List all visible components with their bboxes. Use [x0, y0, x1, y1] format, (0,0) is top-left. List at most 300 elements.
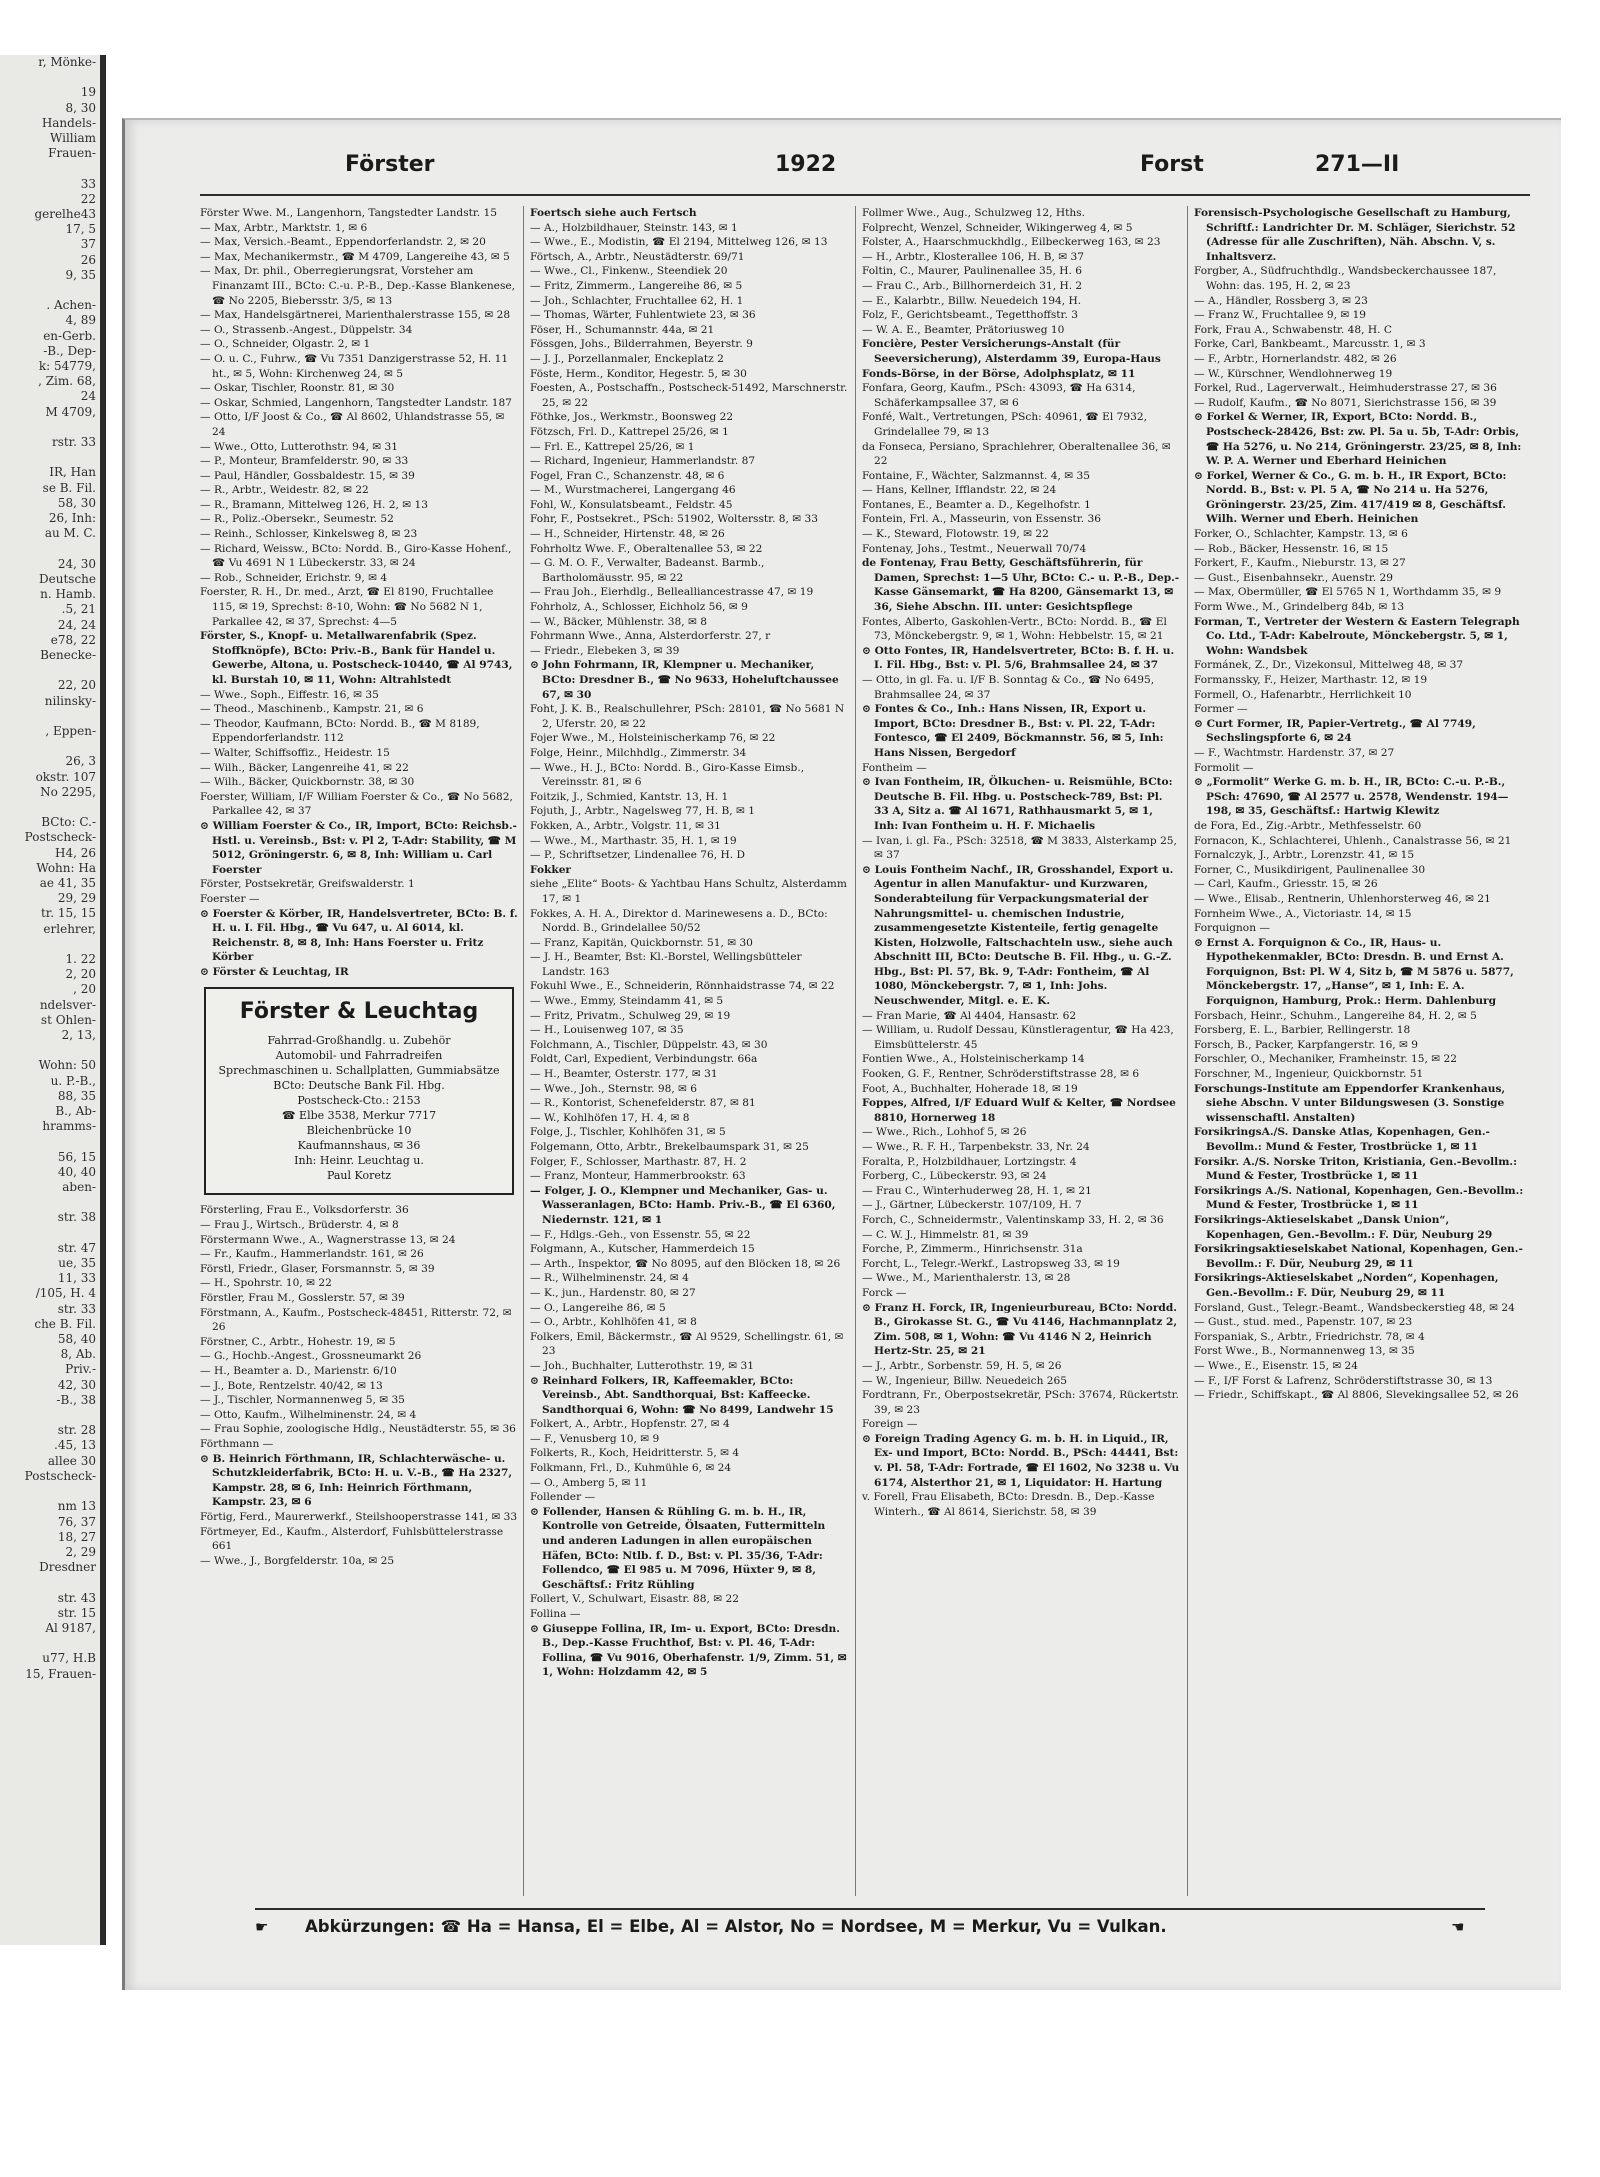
- previous-page-line: 4, 89: [65, 313, 96, 328]
- directory-entry: — Wwe., R. F. H., Tarpenbekstr. 33, Nr. 24: [862, 1141, 1090, 1153]
- previous-page-line: rstr. 33: [51, 435, 96, 450]
- directory-entry: Forquignon —: [1194, 922, 1270, 935]
- directory-entry: Foppes, Alfred, I/F Eduard Wulf & Kelter, ☎ Nordsee 8810, Hornerweg 18: [862, 1097, 1176, 1124]
- previous-page-line: gerelhe43: [34, 207, 96, 222]
- previous-page-line: Deutsche: [39, 571, 96, 586]
- previous-page-line: str. 43: [57, 1590, 96, 1605]
- previous-page-line: 58, 40: [57, 1332, 96, 1347]
- previous-page-line: u. P.-B.,: [50, 1073, 96, 1088]
- directory-entry: Fohrholtz Wwe. F., Oberaltenallee 53, ✉ 22: [530, 542, 763, 555]
- advertisement-line: Paul Koretz: [326, 1169, 392, 1183]
- directory-entry: Fojer Wwe., M., Holsteinischerkamp 76, ✉ 22: [530, 732, 776, 745]
- directory-entry: Follert, V., Schulwart, Eisastr. 88, ✉ 22: [530, 1593, 739, 1606]
- previous-page-line: allee 30: [47, 1453, 96, 1468]
- directory-entry: — Rob., Schneider, Erichstr. 9, ✉ 4: [200, 571, 388, 584]
- previous-page-line: B., Ab-: [55, 1104, 96, 1119]
- directory-entry: — O. u. C., Fuhrw., ☎ Vu 7351 Danzigerstrasse 52, H. 11 ht., ✉ 5, Wohn: Kirchenweg 24, ✉ 5: [200, 352, 509, 380]
- previous-page-line: Frauen-: [48, 146, 96, 161]
- directory-entry: Forker, O., Schlachter, Kampstr. 13, ✉ 6: [1194, 528, 1408, 541]
- directory-entry: Fontes, Alberto, Gaskohlen-Vertr., BCto: Nordd. B., ☎ El 73, Mönckebergstr. 9, ✉ 1, Wohn: Hebbelstr. 15, ✉ 21: [862, 615, 1167, 643]
- previous-page-line: 33: [80, 176, 96, 191]
- previous-page-line: [0, 1636, 100, 1651]
- directory-entry: ⊙ Foerster & Körber, IR, Handelsvertreter, BCto: B. f. H. u. I. Fil. Hbg., ☎ Vu 647, u. Al 6014, kl. Reichenstr. 8, ✉ 8, Inh: Hans Foerster u. Fritz Körber: [200, 907, 518, 964]
- directory-entry: — Frau Sophie, zoologische Hdlg., Neustädterstr. 55, ✉ 36: [200, 1423, 516, 1436]
- directory-entry: Fogel, Fran C., Schanzenstr. 48, ✉ 6: [530, 469, 725, 482]
- column-divider: [855, 206, 856, 1896]
- previous-page-line: Priv.-: [65, 1362, 96, 1377]
- previous-page-line: 22, 20: [57, 678, 96, 693]
- directory-entry: Fontein, Frl. A., Masseurin, von Essenstr. 36: [862, 513, 1101, 526]
- column-1: [200, 206, 518, 1901]
- previous-page-line: No 2295,: [40, 784, 96, 799]
- previous-page-line: u77, H.B: [42, 1651, 96, 1666]
- previous-page-line: [0, 1484, 100, 1499]
- directory-entry: — H., Beamter, Osterstr. 177, ✉ 31: [530, 1068, 718, 1081]
- directory-entry: Fornacon, K., Schlachterei, Uhlenh., Canalstrasse 56, ✉ 21: [1194, 834, 1512, 847]
- advertisement-title: Förster & Leuchtag: [239, 999, 479, 1025]
- directory-entry: Fontaine, F., Wächter, Salzmannst. 4, ✉ 35: [862, 469, 1090, 482]
- previous-page-line: ndelsver-: [39, 997, 96, 1012]
- previous-page-line: tr. 15, 15: [40, 906, 96, 921]
- directory-entry: Forsikr. A./S. Norske Triton, Kristiania, Gen.-Bevollm.: Mund & Fester, Trostbrücke 1, ✉ 11: [1194, 1155, 1518, 1183]
- directory-entry: Förstner, C., Arbtr., Hohestr. 19, ✉ 5: [200, 1335, 396, 1348]
- directory-entry: v. Forell, Frau Elisabeth, BCto: Dresdn. B., Dep.-Kasse Winterh., ☎ Al 8614, Sierichstr. 58, ✉ 39: [862, 1491, 1155, 1518]
- previous-page-line: en-Gerb.: [43, 328, 96, 343]
- directory-entry: — Oskar, Tischler, Roonstr. 81, ✉ 30: [200, 382, 395, 395]
- directory-entry: — Wwe., M., Marthastr. 35, H. 1, ✉ 19: [530, 834, 737, 847]
- previous-page-line: [0, 800, 100, 815]
- previous-page-line: [0, 739, 100, 754]
- directory-entry: da Fonseca, Persiano, Sprachlehrer, Oberaltenallee 36, ✉ 22: [862, 440, 1171, 468]
- directory-entry: — Gust., Eisenbahnsekr., Auenstr. 29: [1194, 571, 1393, 584]
- directory-entry: Forcht, L., Telegr.-Werkf., Lastropsweg 33, ✉ 19: [862, 1257, 1120, 1270]
- directory-page: [122, 118, 1561, 1990]
- directory-entry: Förstermann Wwe., A., Wagnerstrasse 13, ✉ 24: [200, 1233, 456, 1246]
- directory-entry: — W., Bäcker, Mühlenstr. 38, ✉ 8: [530, 615, 707, 628]
- directory-entry: — Paul, Händler, Gossbaldestr. 15, ✉ 39: [200, 469, 415, 482]
- directory-entry: Forberg, C., Lübeckerstr. 93, ✉ 24: [862, 1170, 1047, 1183]
- directory-entry: Folger, F., Schlosser, Marthastr. 87, H. 2: [530, 1155, 747, 1168]
- previous-page-line: 24: [80, 389, 96, 404]
- previous-page-line: .5, 21: [61, 602, 96, 617]
- directory-entry: Forspaniak, S., Arbtr., Friedrichstr. 78, ✉ 4: [1194, 1330, 1425, 1343]
- directory-entry: Foerster, William, I/F William Foerster & Co., ☎ No 5682, Parkallee 42, ✉ 37: [200, 790, 513, 818]
- directory-entry: ⊙ Forkel & Werner, IR, Export, BCto: Nordd. B., Postscheck-28426, Bst: zw. Pl. 5a u. 5b, T-Adr: Orbis, ☎ Ha 5276, u. No 214, Gröningerstr. 23/25, ✉ 8, Inh: W. P. A. Werner und Eberhard Heinichen: [1194, 411, 1522, 468]
- directory-entry: — Frl. E., Kattrepel 25/26, ✉ 1: [530, 440, 695, 453]
- previous-page-line: n. Hamb.: [40, 587, 96, 602]
- directory-entry: — Folger, J. O., Klempner und Mechaniker, Gas- u. Wasseranlagen, BCto: Hamb. Priv.-B., ☎ El 6360, Niedernstr. 121, ✉ 1: [530, 1184, 836, 1226]
- directory-entry: — Otto, I/F Joost & Co., ☎ Al 8602, Uhlandstrasse 55, ✉ 24: [200, 411, 505, 438]
- directory-entry: Forschungs-Institute am Eppendorfer Krankenhaus, siehe Abschn. V unter Bildungswesen (3. Sonstige wissenschaftl. Anstalten): [1194, 1082, 1506, 1124]
- directory-entry: Förtmeyer, Ed., Kaufm., Alsterdorf, Fuhlsbüttelerstrasse 661: [200, 1525, 504, 1553]
- directory-entry: Folge, Heinr., Milchhdlg., Zimmerstr. 34: [530, 746, 747, 759]
- previous-page-line: nm 13: [57, 1499, 96, 1514]
- directory-entry: — W., Kürschner, Wendlohnerweg 19: [1194, 367, 1393, 380]
- directory-entry: — Frau Joh., Eierhdlg., Bellealliancestrasse 47, ✉ 19: [530, 586, 814, 599]
- previous-page-line: 11, 33: [57, 1271, 96, 1286]
- directory-entry: — J., Tischler, Normannenweg 5, ✉ 35: [200, 1394, 405, 1407]
- directory-entry: — Theod., Maschinenb., Kampstr. 21, ✉ 6: [200, 703, 424, 716]
- directory-entry: — Wwe., Rich., Lohhof 5, ✉ 26: [862, 1126, 1027, 1139]
- directory-entry: Föthke, Jos., Werkmstr., Boonsweg 22: [530, 411, 734, 424]
- directory-entry: Folge, J., Tischler, Kohlhöfen 31, ✉ 5: [530, 1126, 726, 1139]
- previous-page-line: [0, 70, 100, 85]
- directory-entry: — F., Venusberg 10, ✉ 9: [530, 1432, 660, 1445]
- directory-entry: — K., jun., Hardenstr. 80, ✉ 27: [530, 1286, 696, 1299]
- directory-entry: Foerster —: [200, 892, 260, 905]
- previous-page-line: -B., Dep-: [43, 343, 96, 358]
- directory-entry: — Wwe., M., Marienthalerstr. 13, ✉ 28: [862, 1272, 1071, 1285]
- directory-entry: — R., Bramann, Mittelweg 126, H. 2, ✉ 13: [200, 498, 428, 511]
- previous-page-line: [0, 542, 100, 557]
- directory-entry: Follmer Wwe., Aug., Schulzweg 12, Hths.: [862, 207, 1085, 219]
- directory-entry: — Wilh., Bäcker, Quickbornstr. 38, ✉ 30: [200, 776, 415, 789]
- directory-entry: — Fr., Kaufm., Hammerlandstr. 161, ✉ 26: [200, 1248, 424, 1261]
- running-head-right: Forst: [1140, 152, 1204, 177]
- directory-entry: ⊙ Franz H. Forck, IR, Ingenieurbureau, BCto: Nordd. B., Girokasse St. G., ☎ Vu 4146, Hachmannplatz 2, Zim. 508, ✉ 1, Wohn: ☎ Vu 4146 N 2, Heinrich Hertz-Str. 25, ✉ 21: [862, 1301, 1178, 1358]
- directory-entry: — F., Wachtmstr. Hardenstr. 37, ✉ 27: [1194, 746, 1395, 759]
- previous-page-line: 24, 24: [57, 617, 96, 632]
- directory-entry: Försterling, Frau E., Volksdorferstr. 36: [200, 1204, 409, 1217]
- directory-entry: — Fritz, Privatm., Schulweg 29, ✉ 19: [530, 1009, 731, 1022]
- directory-entry: Fojuth, J., Arbtr., Nagelsweg 77, H. B, ✉ 1: [530, 805, 755, 818]
- directory-entry: — Franz W., Fruchtallee 9, ✉ 19: [1194, 309, 1367, 322]
- directory-entry: Formanssky, F., Heizer, Marthastr. 12, ✉ 19: [1194, 674, 1428, 686]
- directory-entry: siehe „Elite“ Boots- & Yachtbau Hans Schultz, Alsterdamm 17, ✉ 1: [530, 878, 847, 905]
- directory-entry: Forschler, O., Mechaniker, Framheinstr. 15, ✉ 22: [1194, 1053, 1457, 1066]
- directory-entry: Foralta, P., Holzbildhauer, Lortzingstr. 4: [862, 1155, 1077, 1168]
- abbreviations-footer: [255, 1908, 1485, 1944]
- directory-entry: — Walter, Schiffsoffiz., Heidestr. 15: [200, 746, 390, 759]
- directory-entry: Fontanes, E., Beamter a. D., Kegelhofstr. 1: [862, 498, 1091, 511]
- previous-page-line: [0, 1195, 100, 1210]
- directory-entry: — F., Arbtr., Hornerlandstr. 482, ✉ 26: [1194, 352, 1397, 365]
- previous-page-line: che B. Fil.: [34, 1316, 96, 1331]
- directory-entry: — O., Schneider, Olgastr. 2, ✉ 1: [200, 338, 371, 351]
- directory-entry: — Frau C., Arb., Billhornerdeich 31, H. 2: [862, 279, 1083, 292]
- directory-entry: — F., Hdlgs.-Geh., von Essenstr. 55, ✉ 22: [530, 1228, 751, 1241]
- directory-entry: ⊙ Foreign Trading Agency G. m. b. H. in Liquid., IR, Ex- und Import, BCto: Nordd. B., PSch: 44441, Bst: v. Pl. 58, T-Adr: Fortrade, ☎ El 1602, No 3238 u. Vu 6174, Alsterthor 21, ✉ 1, Liquidator: H. Hartung: [862, 1432, 1180, 1489]
- directory-entry: — R., Wilhelminenstr. 24, ✉ 4: [530, 1272, 689, 1285]
- advertisement-line: Bleichenbrücke 10: [306, 1124, 412, 1138]
- advertisement-line: ☎ Elbe 3538, Merkur 7717: [281, 1109, 437, 1123]
- directory-entry: Forck —: [862, 1286, 907, 1299]
- directory-entry: Foot, A., Buchhalter, Hoherade 18, ✉ 19: [862, 1082, 1078, 1095]
- previous-page-line: 76, 37: [57, 1514, 96, 1529]
- directory-entry: Forst Wwe., B., Normannenweg 13, ✉ 35: [1194, 1345, 1415, 1358]
- directory-entry: — Gust., stud. med., Papenstr. 107, ✉ 23: [1194, 1316, 1413, 1329]
- directory-entry: — Max, Versich.-Beamt., Eppendorferlandstr. 2, ✉ 20: [200, 236, 486, 249]
- directory-entry: — Joh., Buchhalter, Lutterothstr. 19, ✉ 31: [530, 1359, 754, 1372]
- directory-entry: ⊙ Otto Fontes, IR, Handelsvertreter, BCto: B. f. H. u. I. Fil. Hbg., Bst: v. Pl. 5/6, Brahmsallee 24, ✉ 37: [862, 644, 1175, 672]
- directory-entry: Fokkes, A. H. A., Direktor d. Marinewesens a. D., BCto: Nordd. B., Grindelallee 50/52: [530, 907, 828, 935]
- directory-entry: — Max, Arbtr., Marktstr. 1, ✉ 6: [200, 221, 368, 234]
- directory-entry: Fork, Frau A., Schwabenstr. 48, H. C: [1194, 323, 1392, 336]
- directory-entry: Förstmann, A., Kaufm., Postscheck-48451, Ritterstr. 72, ✉ 26: [200, 1306, 512, 1334]
- directory-entry: Fohr, F., Postsekret., PSch: 51902, Woltersstr. 8, ✉ 33: [530, 513, 818, 526]
- running-head-left: Förster: [345, 152, 435, 177]
- directory-entry: — O., Arbtr., Kohlhöfen 41, ✉ 8: [530, 1316, 697, 1329]
- directory-entry: Foerster, R. H., Dr. med., Arzt, ☎ El 8190, Fruchtallee 115, ✉ 19, Sprechst: 8-10, Wohn: ☎ No 5682 N 1, Parkallee 42, ✉ 37, Sprechst: 4—5: [200, 586, 494, 628]
- directory-entry: Folprecht, Wenzel, Schneider, Wikingerweg 4, ✉ 5: [862, 221, 1133, 234]
- directory-entry: — Wwe., Cl., Finkenw., Steendiek 20: [530, 265, 728, 278]
- directory-entry: — Wwe., Joh., Sternstr. 98, ✉ 6: [530, 1082, 698, 1095]
- directory-entry: — J. J., Porzellanmaler, Enckeplatz 2: [530, 352, 724, 365]
- previous-page-line: Postscheck-: [24, 1468, 96, 1483]
- previous-page-line: e78, 22: [50, 632, 96, 647]
- previous-page-line: ae 41, 35: [39, 875, 96, 890]
- previous-page-line: Al 9187,: [45, 1620, 96, 1635]
- directory-entry: — M., Wurstmacherei, Langergang 46: [530, 484, 736, 497]
- directory-entry: — Carl, Kaufm., Griesstr. 15, ✉ 26: [1194, 878, 1378, 891]
- previous-page-line: 2, 29: [65, 1544, 96, 1559]
- advertisement-line: Kaufmannshaus, ✉ 36: [297, 1139, 421, 1153]
- pointing-hand-icon: ☚: [1451, 1918, 1465, 1936]
- previous-page-line: BCto: C.-: [41, 815, 96, 830]
- directory-entry: ⊙ Förster & Leuchtag, IR: [200, 965, 349, 978]
- previous-page-line: [0, 937, 100, 952]
- directory-entry: — Arth., Inspektor, ☎ No 8095, auf den Blöcken 18, ✉ 26: [530, 1257, 841, 1270]
- previous-page-line: [0, 420, 100, 435]
- directory-entry: ⊙ John Fohrmann, IR, Klempner u. Mechaniker, BCto: Dresdner B., ☎ No 9633, Hoheluftchaussee 67, ✉ 30: [530, 659, 839, 701]
- directory-entry: — K., Steward, Flotowstr. 19, ✉ 22: [862, 528, 1049, 541]
- directory-entry: — W., Kohlhöfen 17, H. 4, ✉ 8: [530, 1111, 690, 1124]
- directory-entry: — H., Arbtr., Klosterallee 106, H. B, ✉ 37: [862, 250, 1084, 263]
- directory-entry: Formánek, Z., Dr., Vizekonsul, Mittelweg 48, ✉ 37: [1194, 659, 1464, 672]
- directory-entry: — F., I/F Forst & Lafrenz, Schröderstiftstrasse 30, ✉ 13: [1194, 1374, 1493, 1387]
- directory-entry: Forsbach, Heinr., Schuhm., Langereihe 84, H. 2, ✉ 5: [1194, 1009, 1477, 1022]
- directory-entry: — O., Langereihe 86, ✉ 5: [530, 1301, 666, 1314]
- directory-entry: — O., Amberg 5, ✉ 11: [530, 1476, 648, 1489]
- previous-page-line: 17, 5: [65, 222, 96, 237]
- previous-page-line: 19: [80, 85, 96, 100]
- directory-entry: Fokuhl Wwe., E., Schneiderin, Rönnhaidstrasse 74, ✉ 22: [530, 980, 835, 993]
- directory-entry: Foltin, C., Maurer, Paulinenallee 35, H. 6: [862, 265, 1082, 278]
- directory-entry: Fontheim —: [862, 761, 927, 774]
- previous-page-line: Postscheck-: [24, 830, 96, 845]
- directory-entry: — C. W. J., Himmelstr. 81, ✉ 39: [862, 1228, 1029, 1241]
- previous-page-line: William: [49, 131, 96, 146]
- previous-page-line: r, Mönke-: [38, 55, 96, 69]
- directory-entry: ⊙ „Formolit“ Werke G. m. b. H., IR, BCto: C.-u. P.-B., PSch: 47690, ☎ Al 2577 u. 2578, Wendenstr. 194—198, ✉ 35, Geschäftsf.: Hartwig Klewitz: [1194, 776, 1509, 818]
- previous-page-line: /105, H. 4: [35, 1286, 96, 1301]
- directory-entry: Forsberg, E. L., Barbier, Rellingerstr. 18: [1194, 1024, 1411, 1037]
- directory-entry: — Fran Marie, ☎ Al 4404, Hansastr. 62: [862, 1009, 1077, 1022]
- previous-page-line: okstr. 107: [35, 769, 96, 784]
- directory-entry: de Fora, Ed., Zig.-Arbtr., Methfesselstr. 60: [1194, 819, 1422, 832]
- previous-page-line: M 4709,: [45, 404, 96, 419]
- directory-entry: Fonfé, Walt., Vertretungen, PSch: 40961, ☎ El 7932, Grindelallee 79, ✉ 13: [862, 411, 1147, 438]
- directory-entry: — Rob., Bäcker, Hessenstr. 16, ✉ 15: [1194, 542, 1389, 555]
- directory-entry: Follender —: [530, 1491, 596, 1504]
- previous-page-line: [0, 1043, 100, 1058]
- directory-entry: ⊙ William Foerster & Co., IR, Import, BCto: Reichsb.-Hstl. u. Vereinsb., Bst: v. Pl 2, T-Adr: Stability, ☎ M 5012, Gröningerstr. 6, ✉ 8, Inh: William u. Carl Foerster: [200, 819, 517, 876]
- directory-entry: — Fritz, Zimmerm., Langereihe 86, ✉ 5: [530, 279, 743, 292]
- directory-entry: — Friedr., Elebeken 3, ✉ 39: [530, 644, 680, 657]
- directory-entry: Föser, H., Schumannstr. 44a, ✉ 21: [530, 323, 715, 336]
- directory-entry: — William, u. Rudolf Dessau, Künstleragentur, ☎ Ha 423, Eimsbüttelerstr. 45: [862, 1024, 1174, 1051]
- directory-entry: Forsikrings-Aktieselskabet „Dansk Union“, Kopenhagen, Gen.-Bevollm.: F. Dür, Neuburg 29: [1194, 1213, 1493, 1241]
- previous-page-line: [0, 1226, 100, 1241]
- directory-entry: Fontien Wwe., A., Holsteinischerkamp 14: [862, 1053, 1085, 1066]
- directory-entry: ⊙ Louis Fontheim Nachf., IR, Grosshandel, Export u. Agentur in allen Manufaktur- und Kurzwaren, Sonderabteilung für Verpackungsmaterial der Nahrungsmittel- u. chemischen Industrie, zusammengesetzte Kistenteile, fertig genagelte Kisten, Holzwolle, Faltschachteln usw., siehe auch Abschnitt III, BCto: Deutsche B. Fil. Hbg., u. G.-Z. Hbg., Bst: Pl. 57, Bk. 9, T-Adr: Fontheim, ☎ Al 1080, Mönckebergstr. 7, ✉ 1, Inh: Johs. Neuschwender, Mitgl. e. E. K.: [862, 863, 1174, 1008]
- directory-entry: — R., Poliz.-Obersekr., Seumestr. 52: [200, 513, 394, 526]
- directory-entry: Forman, T., Vertreter der Western & Eastern Telegraph Co. Ltd., T-Adr: Kabelroute, Mönckebergstr. 5, ✉ 1, Wohn: Wandsbek: [1194, 615, 1520, 657]
- previous-page-line: , 20: [73, 982, 96, 997]
- directory-entry: — G. M. O. F., Verwalter, Badeanst. Barmb., Bartholomäusstr. 95, ✉ 22: [530, 557, 765, 584]
- directory-entry: — Wwe., Emmy, Steindamm 41, ✉ 5: [530, 995, 724, 1008]
- directory-entry: — P., Monteur, Bramfelderstr. 90, ✉ 33: [200, 455, 409, 468]
- previous-page-line: 15, Frauen-: [25, 1666, 96, 1681]
- previous-page-line: 26, 3: [65, 754, 96, 769]
- directory-entry: Formolit —: [1194, 761, 1254, 774]
- directory-entry: — Richard, Ingenieur, Hammerlandstr. 87: [530, 455, 756, 468]
- previous-page-line: H4, 26: [55, 845, 96, 860]
- directory-entry: Forkert, F., Kaufm., Nieburstr. 13, ✉ 27: [1194, 557, 1406, 570]
- directory-entry: — J., Gärtner, Lübeckerstr. 107/109, H. 7: [862, 1199, 1082, 1212]
- directory-entry: Fohrmann Wwe., Anna, Alsterdorferstr. 27, r: [530, 630, 771, 643]
- directory-entry: ⊙ Giuseppe Follina, IR, Im- u. Export, BCto: Dresdn. B., Dep.-Kasse Fruchthof, Bst: v. Pl. 46, T-Adr: Follina, ☎ Vu 9016, Oberhafenstr. 1/9, Zimm. 51, ✉ 1, Wohn: Holzdamm 42, ✉ 5: [530, 1622, 847, 1679]
- previous-page-line: se B. Fil.: [42, 480, 96, 495]
- previous-page-line: Wohn: Ha: [36, 860, 96, 875]
- previous-page-line: 2, 20: [65, 967, 96, 982]
- directory-entry: Fokker: [530, 863, 572, 876]
- directory-entry: — H., Beamter a. D., Marienstr. 6/10: [200, 1365, 397, 1377]
- directory-entry: Forsikringsaktieselskabet National, Kopenhagen, Gen.-Bevollm.: F. Dür, Neuburg 29, ✉ 11: [1194, 1243, 1523, 1270]
- previous-page-line: k: 54779,: [38, 359, 96, 374]
- directory-entry: ⊙ Curt Former, IR, Papier-Vertretg., ☎ Al 7749, Sechslingspforte 6, ✉ 24: [1194, 717, 1476, 745]
- previous-page-line: nilinsky-: [44, 693, 96, 708]
- previous-page-line: 42, 30: [57, 1377, 96, 1392]
- pointing-hand-icon: ☛: [255, 1918, 269, 1936]
- directory-entry: Foldt, Carl, Expedient, Verbindungstr. 66a: [530, 1053, 758, 1066]
- directory-entry: ⊙ Forkel, Werner & Co., G. m. b. H., IR Export, BCto: Nordd. B., Bst: v. Pl. 5 A, ☎ No 214 u. Ha 5276, Gröningerstr. 23/25, Zim. 417/419 ✉ 8, Geschäftsf. Wilh. Werner und Eberh. Heinichen: [1194, 469, 1507, 526]
- directory-entry: Forche, P., Zimmerm., Hinrichsenstr. 31a: [862, 1243, 1083, 1256]
- previous-page-line: Wohn: 50: [38, 1058, 96, 1073]
- abbreviations-text: Abkürzungen: ☎ Ha = Hansa, El = Elbe, Al = Alstor, No = Nordsee, M = Merkur, Vu = Vulkan.: [305, 1917, 1167, 1936]
- directory-entry: — W., Ingenieur, Billw. Neuedeich 265: [862, 1374, 1068, 1387]
- directory-entry: Forch, C., Schneidermstr., Valentinskamp 33, H. 2, ✉ 36: [862, 1213, 1164, 1226]
- directory-entry: — Rudolf, Kaufm., ☎ No 8071, Sierichstrasse 156, ✉ 39: [1194, 396, 1497, 409]
- directory-entry: — R., Arbtr., Weidestr. 82, ✉ 22: [200, 484, 369, 497]
- previous-page-line: str. 33: [57, 1301, 96, 1316]
- directory-entry: — Wilh., Bäcker, Langenreihe 41, ✉ 22: [200, 761, 409, 774]
- previous-page-line: 88, 35: [57, 1088, 96, 1103]
- directory-entry: Förstl, Friedr., Glaser, Forsmannstr. 5, ✉ 39: [200, 1262, 435, 1275]
- directory-entry: — Wwe., J., Borgfelderstr. 10a, ✉ 25: [200, 1554, 395, 1567]
- directory-entry: — Ivan, i. gl. Fa., PSch: 32518, ☎ M 3833, Alsterkamp 25, ✉ 37: [862, 834, 1177, 862]
- directory-entry: — Max, Handelsgärtnerei, Marienthalerstrasse 155, ✉ 28: [200, 309, 511, 322]
- column-4: [1194, 206, 1530, 1901]
- directory-entry: — A., Händler, Rossberg 3, ✉ 23: [1194, 294, 1368, 307]
- directory-entry: — Wwe., E., Eisenstr. 15, ✉ 24: [1194, 1359, 1359, 1372]
- previous-page-line: ue, 35: [58, 1256, 96, 1271]
- directory-entry: Fordtrann, Fr., Oberpostsekretär, PSch: 37674, Rückertstr. 39, ✉ 23: [862, 1389, 1179, 1416]
- previous-page-line: .45, 13: [54, 1438, 96, 1453]
- directory-entry: — O., Strassenb.-Angest., Düppelstr. 34: [200, 323, 413, 336]
- directory-entry: ⊙ Fontes & Co., Inh.: Hans Nissen, IR, Export u. Import, BCto: Dresdner B., Bst: v. Pl. 22, T-Adr: Fontesco, ☎ El 2409, Böckmannstr. 56, ✉ 5, Inh: Hans Nissen, Bergedorf: [862, 703, 1164, 759]
- previous-page-line: , Eppen-: [45, 723, 96, 738]
- directory-entry: — Thomas, Wärter, Fuhlentwiete 23, ✉ 36: [530, 309, 756, 322]
- directory-entry: — Franz, Kapitän, Quickbornstr. 51, ✉ 30: [530, 936, 753, 949]
- directory-entry: Fornheim Wwe., A., Victoriastr. 14, ✉ 15: [1194, 907, 1412, 920]
- directory-entry: Forke, Carl, Bankbeamt., Marcusstr. 1, ✉ 3: [1194, 338, 1426, 351]
- advertisement-line: Sprechmaschinen u. Schallplatten, Gummiabsätze: [218, 1064, 500, 1078]
- previous-page-line: str. 47: [57, 1240, 96, 1255]
- directory-entry: — H., Spohrstr. 10, ✉ 22: [200, 1277, 332, 1290]
- directory-entry: Forkel, Rud., Lagerverwalt., Heimhuderstrasse 27, ✉ 36: [1194, 382, 1497, 395]
- directory-entry: Form Wwe., M., Grindelberg 84b, ✉ 13: [1194, 601, 1405, 614]
- column-3: [862, 206, 1180, 1901]
- previous-page-line: str. 38: [57, 1210, 96, 1225]
- previous-page-line: [0, 1575, 100, 1590]
- previous-page-line: [0, 663, 100, 678]
- directory-entry: Folster, A., Haarschmuckhdlg., Eilbeckerweg 163, ✉ 23: [862, 236, 1161, 249]
- directory-entry: ⊙ Ivan Fontheim, IR, Ölkuchen- u. Reismühle, BCto: Deutsche B. Fil. Hbg. u. Postscheck-789, Bst: Pl. 33 A, Sitz a. ☎ Al 1671, Rathhausmarkt 5, ✉ 1, Inh: Ivan Fontheim u. H. F. Michaelis: [862, 776, 1173, 832]
- directory-entry: Förster, Postsekretär, Greifswalderstr. 1: [200, 878, 415, 891]
- directory-entry: — Wwe., H. J., BCto: Nordd. B., Giro-Kasse Eimsb., Vereinsstr. 81, ✉ 6: [530, 761, 805, 789]
- directory-entry: Former —: [1194, 703, 1248, 716]
- previous-page-line: Benecke-: [40, 647, 96, 662]
- directory-entry: Föste, Herm., Konditor, Hegestr. 5, ✉ 30: [530, 367, 747, 380]
- directory-entry: Fössgen, Johs., Bilderrahmen, Beyerstr. 9: [530, 338, 753, 351]
- directory-entry: Forsikrings-Aktieselskabet „Norden“, Kopenhagen, Gen.-Bevollm.: F. Dür, Neuburg 29, ✉ 11: [1194, 1272, 1499, 1299]
- directory-entry: — Friedr., Schiffskapt., ☎ Al 8806, Slevekingsallee 52, ✉ 26: [1194, 1389, 1519, 1402]
- directory-entry: Förster Wwe. M., Langenhorn, Tangstedter Landstr. 15: [200, 207, 498, 219]
- directory-entry: Foreign —: [862, 1418, 918, 1431]
- previous-page-line: 18, 27: [57, 1529, 96, 1544]
- previous-page-strip: [0, 55, 106, 1945]
- directory-entry: Fontenay, Johs., Testmt., Neuerwall 70/74: [862, 542, 1087, 555]
- directory-entry: Fötzsch, Frl. D., Kattrepel 25/26, ✉ 1: [530, 425, 729, 438]
- directory-entry: de Fontenay, Frau Betty, Geschäftsführerin, für Damen, Sprechst: 1—5 Uhr, BCto: C.- u. P.-B., Dep.-Kasse Gänsemarkt, ☎ Ha 8200, Gänsemarkt 13, ✉ 36, Siehe Abschn. III. unter: Gesichtspflege: [862, 557, 1180, 614]
- directory-entry: — Wwe., E., Modistin, ☎ El 2194, Mittelweg 126, ✉ 13: [530, 236, 828, 249]
- directory-entry: Fooken, G. F., Rentner, Schröderstiftstrasse 28, ✉ 6: [862, 1068, 1140, 1081]
- page-header: [125, 148, 1561, 188]
- previous-page-line: [0, 283, 100, 298]
- directory-entry: — Otto, in gl. Fa. u. I/F B. Sonntag & Co., ☎ No 6495, Brahmsallee 24, ✉ 37: [862, 674, 1155, 701]
- directory-entry: Folgmann, A., Kutscher, Hammerdeich 15: [530, 1243, 755, 1256]
- previous-page-line: str. 15: [57, 1605, 96, 1620]
- previous-page-line: [0, 450, 100, 465]
- directory-entry: Follina —: [530, 1608, 581, 1620]
- directory-entry: — Frau C., Winterhuderweg 28, H. 1, ✉ 21: [862, 1184, 1092, 1197]
- directory-entry: — Frau J., Wirtsch., Brüderstr. 4, ✉ 8: [200, 1219, 399, 1232]
- directory-entry: — Max, Mechanikermstr., ☎ M 4709, Langereihe 43, ✉ 5: [200, 250, 510, 263]
- directory-entry: Fohrholz, A., Schlosser, Eichholz 56, ✉ 9: [530, 601, 748, 614]
- column-divider: [523, 206, 524, 1896]
- previous-page-line: str. 28: [57, 1423, 96, 1438]
- previous-page-line: 8, 30: [65, 100, 96, 115]
- directory-entry: — Wwe., Otto, Lutterothstr. 94, ✉ 31: [200, 440, 399, 453]
- page-number: 271—II: [1315, 152, 1400, 177]
- directory-entry: Folkmann, Frl., D., Kuhmühle 6, ✉ 24: [530, 1462, 732, 1475]
- directory-entry: Folgemann, Otto, Arbtr., Brekelbaumspark 31, ✉ 25: [530, 1141, 809, 1153]
- previous-page-line: erlehrer,: [43, 921, 96, 936]
- directory-entry: Foesten, A., Postschaffn., Postscheck-51492, Marschnerstr. 25, ✉ 22: [530, 382, 848, 409]
- previous-page-line: 37: [80, 237, 96, 252]
- previous-page-line: [0, 1134, 100, 1149]
- directory-entry: Förtsch, A., Arbtr., Neustädterstr. 69/71: [530, 250, 745, 263]
- advertisement-box: [204, 987, 514, 1195]
- directory-entry: Forgber, A., Südfruchthdlg., Wandsbeckerchaussee 187, Wohn: das. 195, H. 2, ✉ 23: [1194, 265, 1497, 292]
- directory-entry: — Hans, Kellner, Ifflandstr. 22, ✉ 24: [862, 484, 1057, 497]
- previous-page-line: 58, 30: [57, 495, 96, 510]
- previous-page-line: . Achen-: [46, 298, 96, 313]
- directory-entry: — Max, Dr. phil., Oberregierungsrat, Vorsteher am Finanzamt III., BCto: C.-u. P.-B., Dep.-Kasse Blankenese, ☎ No 2205, Biebersstr. 3/5, ✉ 13: [200, 265, 516, 307]
- previous-page-line: 24, 30: [57, 556, 96, 571]
- directory-entry: ⊙ Reinhard Folkers, IR, Kaffeemakler, BCto: Vereinsb., Abt. Sandthorquai, Bst: Kaffeecke. Sandthorquai 6, Wohn: ☎ No 8499, Landwehr 15: [530, 1374, 834, 1416]
